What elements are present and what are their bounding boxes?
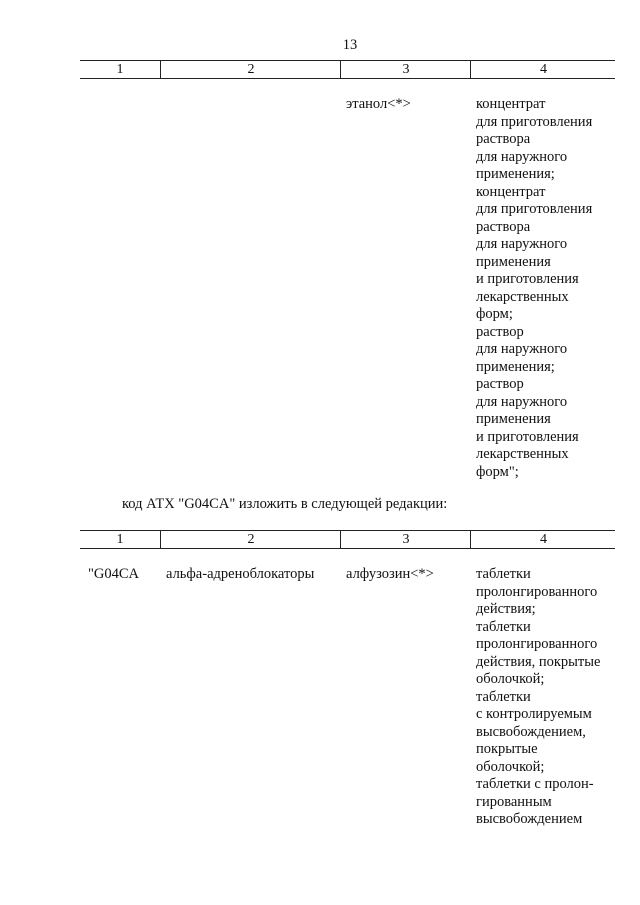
- table1-header-col1: 1: [116, 62, 124, 77]
- table2-header-col1: 1: [116, 532, 124, 547]
- table1-substance: этанол<*>: [346, 96, 411, 112]
- table1-header: [80, 60, 615, 79]
- table2-atc-code: "G04CA: [88, 566, 140, 582]
- table1-dosage-forms: концентрат для приготовления раствора для наружного применения; концентрат для приготовления раствора для наружного применения и приготовления лекарственных форм; раствор для наружного применения; раствор для наружного применения и приготовления лекарственных форм";: [476, 96, 593, 480]
- table2-header: [80, 530, 615, 549]
- table2-header-col3: 3: [340, 531, 471, 548]
- table2-header-col4: 4: [470, 531, 616, 548]
- table2-header-col2: 2: [160, 531, 341, 548]
- table1-header-col4: 4: [470, 61, 616, 78]
- instruction-paragraph: код АТХ "G04CA" изложить в следующей редакции:: [122, 496, 448, 512]
- table2-dosage-forms: таблетки пролонгированного действия; таблетки пролонгированного действия, покрытые оболочкой; таблетки с контролируемым высвобождением, покрытые оболочкой; таблетки с пролон- гированным высвобождением: [476, 566, 601, 827]
- table1-header-col3: 3: [340, 61, 471, 78]
- table2-group: альфа-адреноблокаторы: [166, 566, 315, 582]
- table2-substance: алфузозин<*>: [346, 566, 434, 582]
- table1-header-col2: 2: [160, 61, 341, 78]
- page-number: 13: [342, 37, 358, 53]
